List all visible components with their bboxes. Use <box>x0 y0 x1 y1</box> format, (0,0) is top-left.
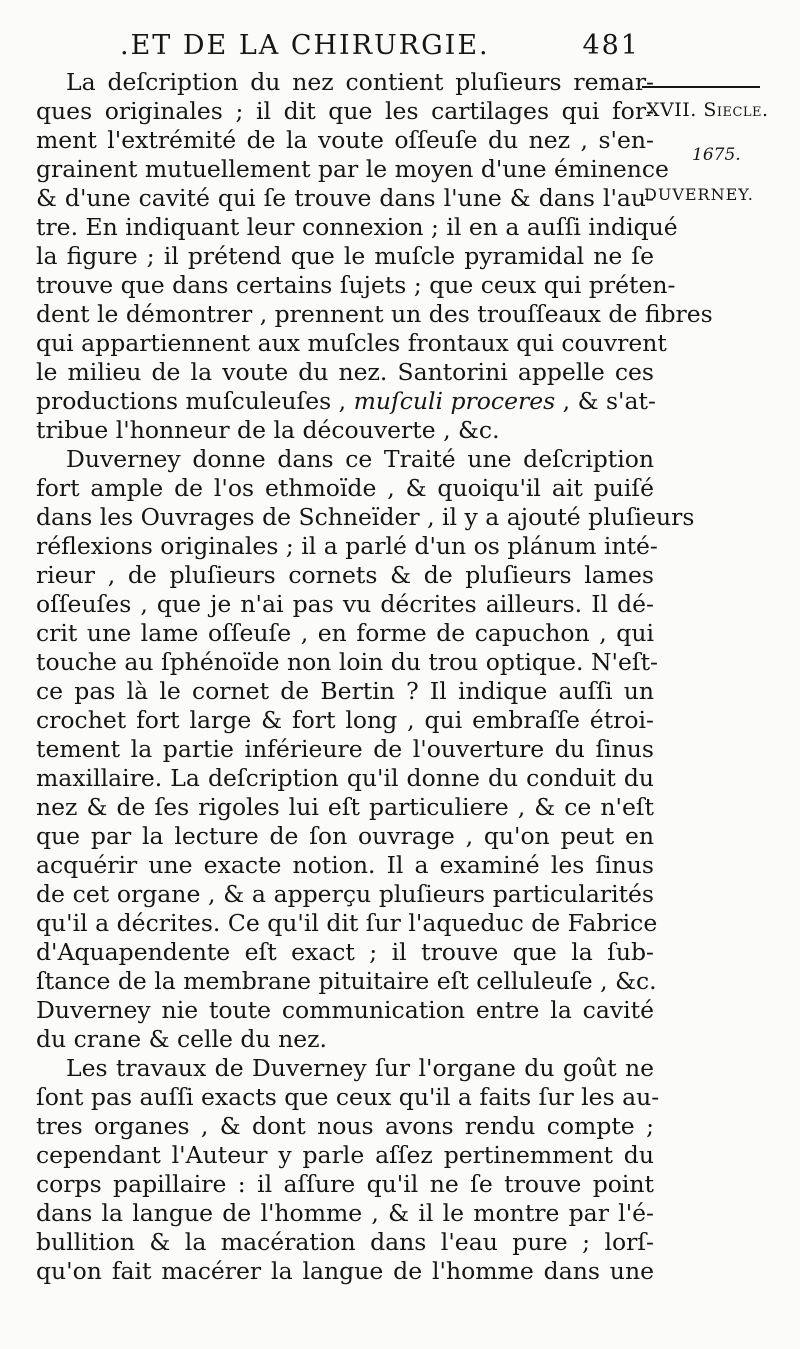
text-line: tre. En indiquant leur connexion ; il en a auſſi indiqué <box>36 213 678 241</box>
text-line: le milieu de la voute du nez. Santorini appelle ces <box>36 358 654 386</box>
running-header <box>120 30 640 66</box>
text-line: de cet organe , & a apperçu pluſieurs particularités <box>36 880 654 908</box>
text-line: fort ample de l'os ethmoïde , & quoiqu'il ait puiſé <box>36 474 654 502</box>
margin-century: XVII. Siecle. <box>646 99 769 121</box>
margin-year: 1675. <box>692 145 741 165</box>
text-line: & d'une cavité qui ſe trouve dans l'une & dans l'au- <box>36 184 654 212</box>
text-line: qui appartiennent aux muſcles frontaux qui couvrent <box>36 329 667 357</box>
text-line: ment l'extrémité de la voute oſſeuſe du nez , s'en- <box>36 126 654 154</box>
page-number: 481 <box>582 30 640 61</box>
text-line: ſtance de la membrane pituitaire eſt celluleuſe , &c. <box>36 967 657 995</box>
text-line: bullition & la macération dans l'eau pure ; lorſ- <box>36 1228 654 1256</box>
margin-rule <box>642 86 760 88</box>
text-line: corps papillaire : il aſſure qu'il ne ſe trouve point <box>36 1170 654 1198</box>
running-title: .ET DE LA CHIRURGIE. <box>120 30 490 61</box>
text-line: dans les Ouvrages de Schneïder , il y a ajouté pluſieurs <box>36 503 695 531</box>
text-line: productions muſculeuſes , muſculi proceres , & s'at- <box>36 387 656 415</box>
text-line: acquérir une exacte notion. Il a examiné les ſinus <box>36 851 654 879</box>
text-line: qu'on fait macérer la langue de l'homme dans une <box>36 1257 654 1285</box>
text-line: Duverney donne dans ce Traité une deſcription <box>66 445 654 473</box>
text-line: Les travaux de Duverney ſur l'organe du goût ne <box>66 1054 654 1082</box>
text-line: maxillaire. La deſcription qu'il donne du conduit du <box>36 764 654 792</box>
text-line: réflexions originales ; il a parlé d'un os plánum inté- <box>36 532 658 560</box>
text-line: tres organes , & dont nous avons rendu compte ; <box>36 1112 654 1140</box>
text-line: oſſeuſes , que je n'ai pas vu décrites ailleurs. Il dé- <box>36 590 654 618</box>
text-line: dent le démontrer , prennent un des trouſſeaux de fibres <box>36 300 713 328</box>
text-line: d'Aquapendente eſt exact ; il trouve que la ſub- <box>36 938 654 966</box>
text-line: trouve que dans certains ſujets ; que ceux qui préten- <box>36 271 676 299</box>
text-line: cependant l'Auteur y parle aſſez pertinemment du <box>36 1141 654 1169</box>
text-line: crit une lame oſſeuſe , en forme de capuchon , qui <box>36 619 654 647</box>
text-line: La deſcription du nez contient pluſieurs remar- <box>66 68 654 96</box>
text-line: nez & de ſes rigoles lui eſt particuliere , & ce n'eſt <box>36 793 654 821</box>
text-line: ſont pas auſſi exacts que ceux qu'il a faits ſur les au- <box>36 1083 660 1111</box>
text-line: touche au ſphénoïde non loin du trou optique. N'eſt- <box>36 648 658 676</box>
text-line: ce pas là le cornet de Bertin ? Il indique auſſi un <box>36 677 654 705</box>
text-line: Duverney nie toute communication entre la cavité <box>36 996 654 1024</box>
text-line: crochet fort large & fort long , qui embraſſe étroi- <box>36 706 654 734</box>
text-line: ques originales ; il dit que les cartilages qui for- <box>36 97 654 125</box>
margin-author: DUVERNEY. <box>644 185 754 204</box>
text-line: qu'il a décrites. Ce qu'il dit ſur l'aqueduc de Fabrice <box>36 909 658 937</box>
text-line: la figure ; il prétend que le muſcle pyramidal ne ſe <box>36 242 654 270</box>
text-line: tement la partie inférieure de l'ouverture du ſinus <box>36 735 654 763</box>
text-line: dans la langue de l'homme , & il le montre par l'é- <box>36 1199 654 1227</box>
text-line: tribue l'honneur de la découverte , &c. <box>36 416 500 444</box>
text-line: que par la lecture de ſon ouvrage , qu'on peut en <box>36 822 654 850</box>
text-line: grainent mutuellement par le moyen d'une éminence <box>36 155 669 183</box>
text-line: du crane & celle du nez. <box>36 1025 327 1053</box>
text-line: rieur , de pluſieurs cornets & de pluſieurs lames <box>36 561 654 589</box>
